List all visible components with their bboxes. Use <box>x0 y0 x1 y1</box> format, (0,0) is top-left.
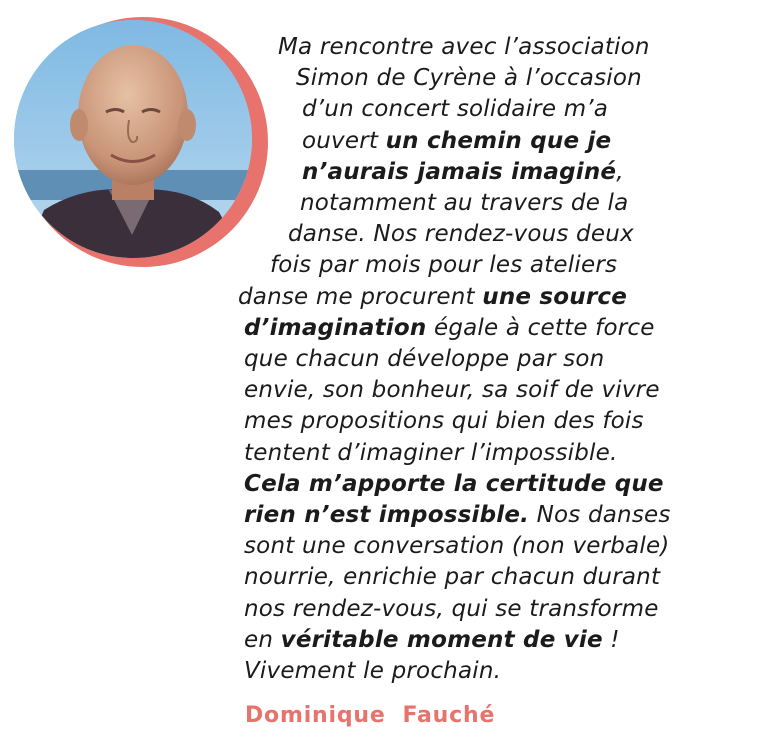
quote-text: envie, son bonheur, sa soif de vivre <box>244 377 660 404</box>
quote-text: danse me procurent <box>238 283 483 310</box>
quote-text: Nos danses <box>529 502 671 528</box>
quote-line <box>296 63 642 94</box>
quote-emphasis: un chemin que je <box>385 127 612 154</box>
quote-text: ouvert <box>302 127 386 154</box>
quote-text: Ma rencontre avec l’association <box>278 34 650 60</box>
quote-line <box>244 375 660 406</box>
quote-line <box>278 32 650 63</box>
quote-line <box>244 469 664 500</box>
quote-emphasis: d’imagination <box>244 314 427 341</box>
quote-text: danse. Nos rendez-vous deux <box>288 221 634 248</box>
quote-line <box>244 656 501 687</box>
quote-line <box>302 126 611 157</box>
quote-text: sont une conversation (non verbale) <box>244 533 670 560</box>
quote-emphasis: une source <box>482 283 628 310</box>
quote-text: nos rendez-vous, qui se transforme <box>244 595 659 622</box>
quote-line <box>238 282 627 313</box>
quote-text: que chacun développe par son <box>244 346 605 372</box>
quote-emphasis: Cela m’apporte la certitude que <box>244 470 664 497</box>
quote-line <box>244 594 659 625</box>
quote-text: nourrie, enrichie par chacun durant <box>244 564 661 591</box>
quote-text: en <box>244 626 281 653</box>
quote-emphasis: véritable moment de vie <box>280 626 603 653</box>
quote-line <box>244 406 644 437</box>
quote-line <box>244 438 617 469</box>
quote-line <box>300 188 628 219</box>
quote-text: notamment au travers de la <box>300 190 629 216</box>
quote-text: , <box>616 158 624 185</box>
quote-line <box>244 313 655 344</box>
quote-emphasis: n’aurais jamais imaginé <box>302 158 617 185</box>
quote-line <box>270 250 617 281</box>
quote-text: Vivement le prochain. <box>244 658 502 684</box>
quote-line <box>288 219 634 250</box>
quote-line <box>244 500 671 531</box>
author-portrait <box>14 20 252 258</box>
quote-line <box>302 157 624 188</box>
quote-text: ! <box>602 626 620 653</box>
quote-text: égale à cette force <box>426 314 655 341</box>
quote-text: fois par mois pour les ateliers <box>270 252 618 279</box>
author-name: Dominique Fauché <box>245 703 496 728</box>
quote-line <box>244 531 669 562</box>
quote-line <box>244 625 620 656</box>
quote-emphasis: rien n’est impossible. <box>244 502 530 528</box>
quote-text: d’un concert solidaire m’a <box>302 96 609 123</box>
quote-text: tentent d’imaginer l’impossible. <box>244 439 618 466</box>
quote-text: Simon de Cyrène à l’occasion <box>296 65 642 92</box>
quote-line <box>244 344 604 375</box>
quote-line <box>244 562 660 593</box>
quote-line <box>302 94 608 125</box>
quote-text: mes propositions qui bien des fois <box>244 408 644 435</box>
